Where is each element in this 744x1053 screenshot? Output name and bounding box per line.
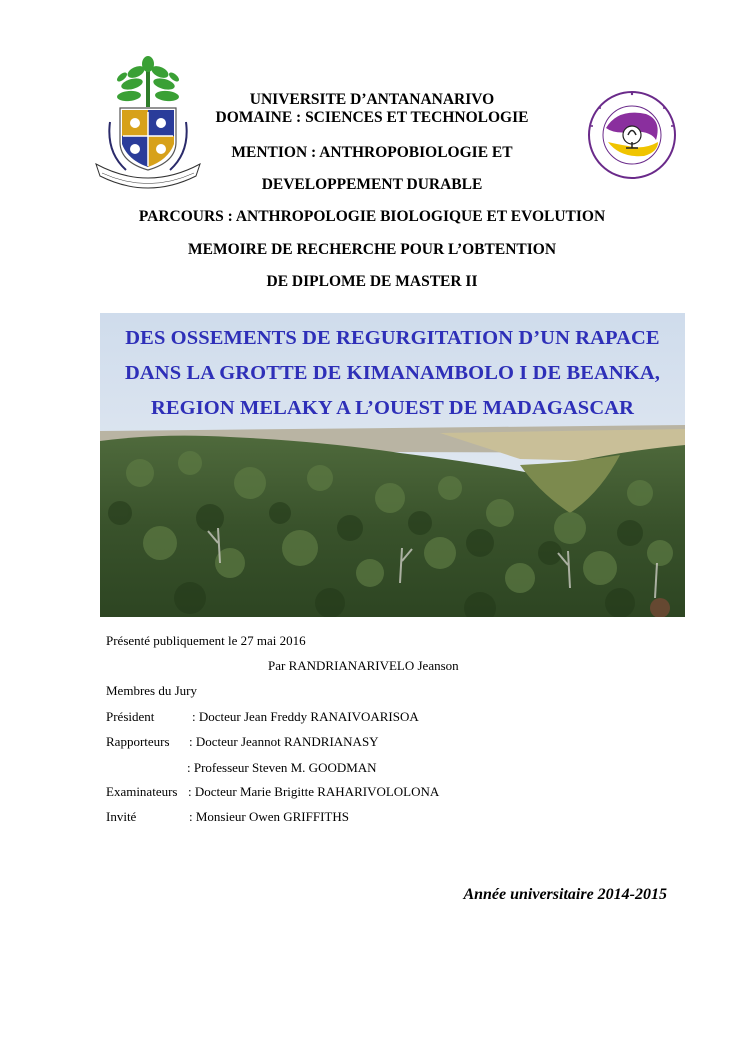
header-mention: MENTION : ANTHROPOBIOLOGIE ET — [231, 144, 513, 161]
rapporteurs-role: Rapporteurs — [106, 734, 170, 749]
examinateur-name: : Docteur Marie Brigitte RAHARIVOLOLONA — [188, 784, 440, 799]
header-diplome: DE DIPLOME DE MASTER II — [266, 273, 478, 290]
header-university: UNIVERSITE D’ANTANANARIVO — [249, 91, 495, 108]
header-parcours: PARCOURS : ANTHROPOLOGIE BIOLOGIQUE ET EVOLUTION — [138, 208, 606, 225]
thesis-title-line-1: DES OSSEMENTS DE REGURGITATION D’UN RAPACE — [125, 327, 660, 349]
examinateurs-role: Examinateurs — [106, 784, 178, 799]
president-role: Président — [106, 709, 155, 724]
header-mention-cont: DEVELOPPEMENT DURABLE — [261, 176, 483, 193]
presentation-date: Présenté publiquement le 27 mai 2016 — [106, 633, 306, 648]
thesis-title-line-3: REGION MELAKY A L’OUEST DE MADAGASCAR — [150, 397, 635, 419]
header-domain: DOMAINE : SCIENCES ET TECHNOLOGIE — [215, 109, 529, 126]
thesis-title-line-2: DANS LA GROTTE DE KIMANAMBOLO I DE BEANKA, — [125, 362, 660, 384]
header-memoire: MEMOIRE DE RECHERCHE POUR L’OBTENTION — [187, 241, 557, 258]
cover-landscape-photo — [100, 313, 685, 617]
invite-name: : Monsieur Owen GRIFFITHS — [189, 809, 349, 824]
academic-year: Année universitaire 2014-2015 — [463, 886, 667, 903]
author-name: Par RANDRIANARIVELO Jeanson — [268, 658, 459, 673]
rapporteur-1-name: : Docteur Jeannot RANDRIANASY — [189, 734, 379, 749]
president-name: : Docteur Jean Freddy RANAIVOARISOA — [192, 709, 419, 724]
jury-heading: Membres du Jury — [106, 683, 197, 698]
invite-role: Invité — [106, 809, 137, 824]
rapporteur-2-name: : Professeur Steven M. GOODMAN — [187, 760, 377, 775]
